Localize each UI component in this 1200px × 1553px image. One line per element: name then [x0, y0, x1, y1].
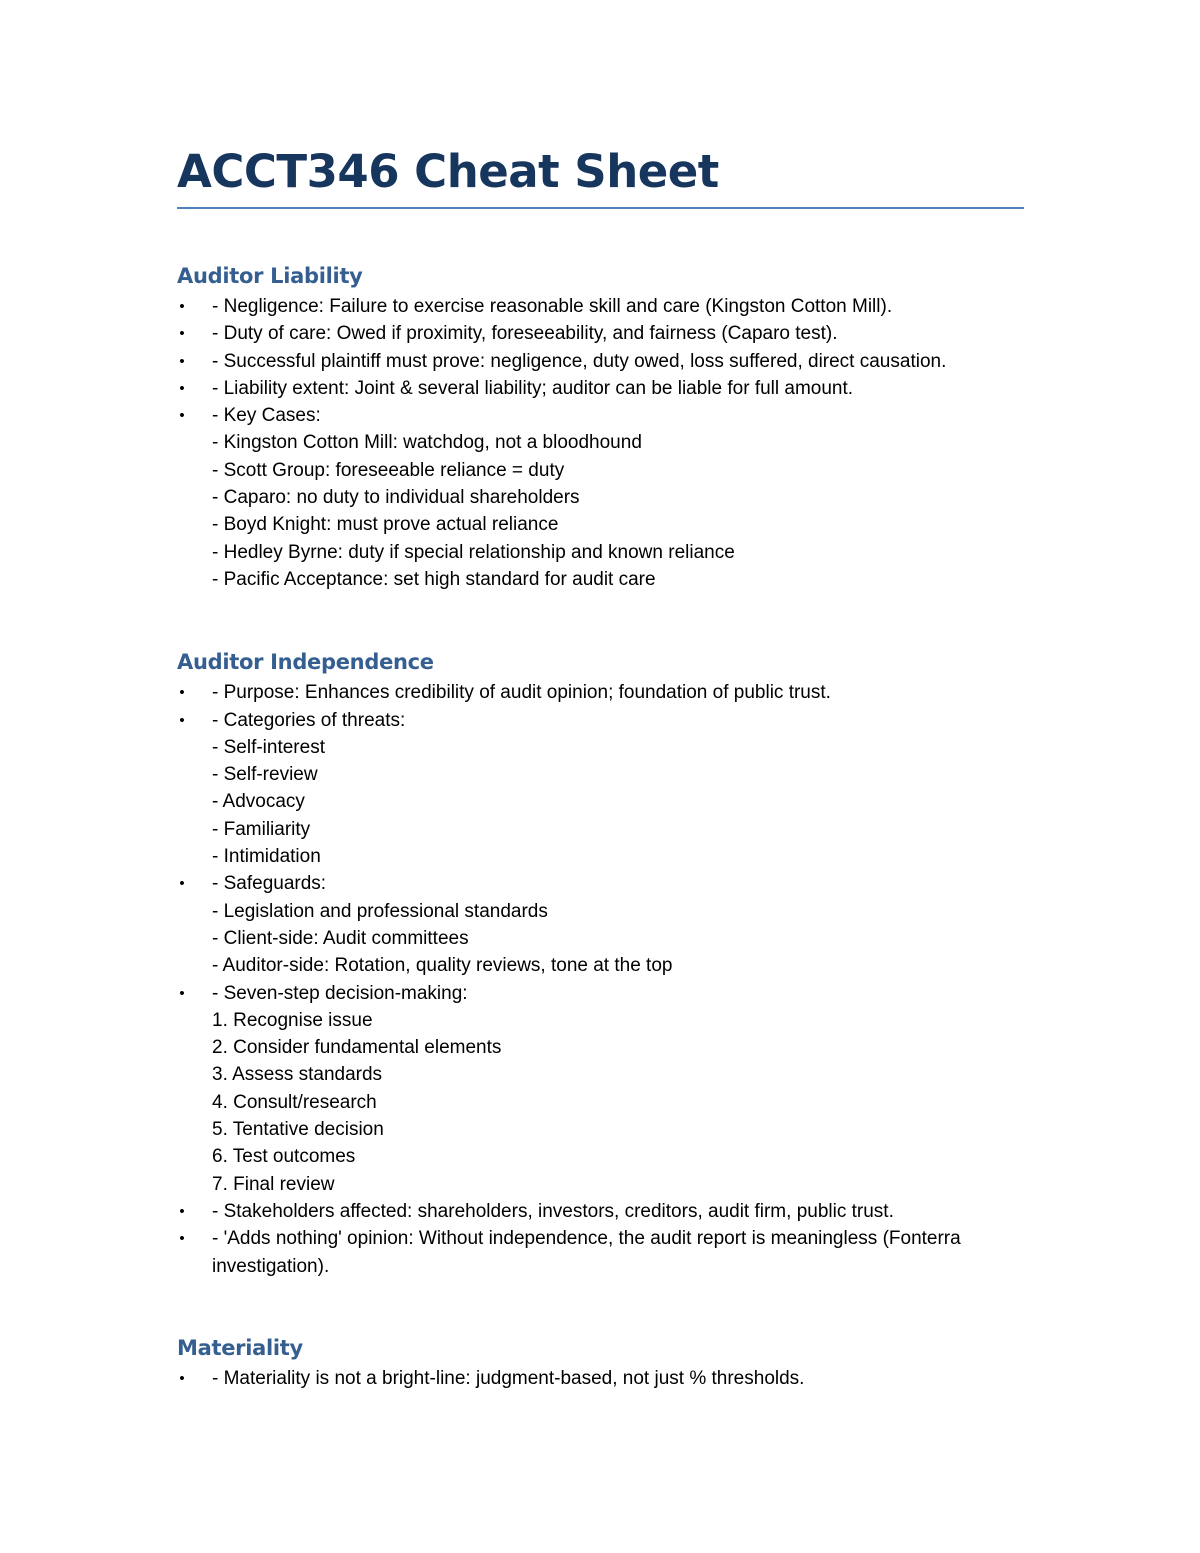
bullet-list: [177, 293, 1024, 593]
list-item-text: - Successful plaintiff must prove: negligence, duty owed, loss suffered, direct causation.: [212, 350, 947, 372]
list-item: [177, 1225, 1024, 1280]
list-item: [177, 293, 1024, 320]
list-item-text: - 'Adds nothing' opinion: Without independence, the audit report is meaningless (Fonterra investigation).: [212, 1228, 961, 1277]
sub-item: - Caparo: no duty to individual shareholders: [212, 487, 580, 509]
bullet-icon: •: [179, 379, 185, 397]
list-item-text: - Purpose: Enhances credibility of audit opinion; foundation of public trust.: [212, 682, 831, 704]
list-item: [177, 870, 1024, 979]
sub-item: - Auditor-side: Rotation, quality reviews, tone at the top: [212, 955, 673, 977]
section-materiality: [177, 1333, 1024, 1392]
bullet-list: [177, 679, 1024, 1280]
bullet-icon: •: [179, 352, 185, 370]
sub-item: - Self-review: [212, 764, 318, 786]
bullet-icon: •: [179, 875, 185, 893]
bullet-icon: •: [179, 407, 185, 425]
bullet-icon: •: [179, 325, 185, 343]
sub-item: - Legislation and professional standards: [212, 900, 548, 922]
sub-item: 5. Tentative decision: [212, 1119, 384, 1141]
title-underline: [177, 207, 1024, 209]
list-item: [177, 980, 1024, 1198]
sub-item: 1. Recognise issue: [212, 1009, 373, 1031]
bullet-icon: •: [179, 684, 185, 702]
sub-item: - Pacific Acceptance: set high standard for audit care: [212, 568, 656, 590]
sub-item: 3. Assess standards: [212, 1064, 383, 1086]
sub-item: - Scott Group: foreseeable reliance = duty: [212, 459, 565, 481]
sub-item: - Familiarity: [212, 818, 311, 840]
list-item-text: - Key Cases:: [212, 405, 321, 427]
bullet-icon: •: [179, 711, 185, 729]
document-page: [177, 140, 1024, 1392]
bullet-icon: •: [179, 1369, 185, 1387]
sub-item: - Kingston Cotton Mill: watchdog, not a bloodhound: [212, 432, 642, 454]
bullet-icon: •: [179, 1230, 185, 1248]
sub-item: - Intimidation: [212, 846, 321, 868]
sub-item: 2. Consider fundamental elements: [212, 1037, 502, 1059]
list-item-text: - Seven-step decision-making:: [212, 982, 468, 1004]
sub-item: - Boyd Knight: must prove actual reliance: [212, 514, 559, 536]
section-heading: Materiality: [177, 1335, 303, 1360]
sub-item: - Self-interest: [212, 736, 325, 758]
section-auditor-liability: [177, 261, 1024, 593]
list-item: [177, 320, 1024, 347]
document-title: ACCT346 Cheat Sheet: [177, 145, 719, 198]
list-item-text: - Duty of care: Owed if proximity, foreseeability, and fairness (Caparo test).: [212, 323, 838, 345]
sub-item: 6. Test outcomes: [212, 1146, 356, 1168]
list-item: [177, 1365, 1024, 1392]
sub-item: - Advocacy: [212, 791, 305, 813]
list-item-text: - Negligence: Failure to exercise reasonable skill and care (Kingston Cotton Mill).: [212, 296, 893, 317]
section-heading: Auditor Independence: [177, 650, 434, 675]
sub-item: - Hedley Byrne: duty if special relationship and known reliance: [212, 541, 735, 563]
sub-item: - Client-side: Audit committees: [212, 927, 469, 949]
list-item-text: - Safeguards:: [212, 873, 327, 895]
sub-item: 7. Final review: [212, 1173, 335, 1195]
list-item-text: - Stakeholders affected: shareholders, investors, creditors, audit firm, public trust.: [212, 1200, 894, 1222]
list-item: [177, 402, 1024, 593]
bullet-list: [177, 1365, 1024, 1392]
sub-item: 4. Consult/research: [212, 1091, 377, 1113]
list-item: [177, 1198, 1024, 1225]
bullet-icon: •: [179, 1202, 185, 1220]
list-item-text: - Materiality is not a bright-line: judgment-based, not just % thresholds.: [212, 1367, 805, 1389]
bullet-icon: •: [179, 298, 185, 315]
list-item: [177, 375, 1024, 402]
list-item: [177, 679, 1024, 706]
section-heading: Auditor Liability: [177, 264, 363, 288]
list-item-text: - Liability extent: Joint & several liability; auditor can be liable for full amount.: [212, 377, 854, 399]
list-item-text: - Categories of threats:: [212, 709, 406, 731]
list-item: [177, 348, 1024, 375]
list-item: [177, 707, 1024, 871]
bullet-icon: •: [179, 984, 185, 1002]
section-auditor-independence: [177, 647, 1024, 1280]
